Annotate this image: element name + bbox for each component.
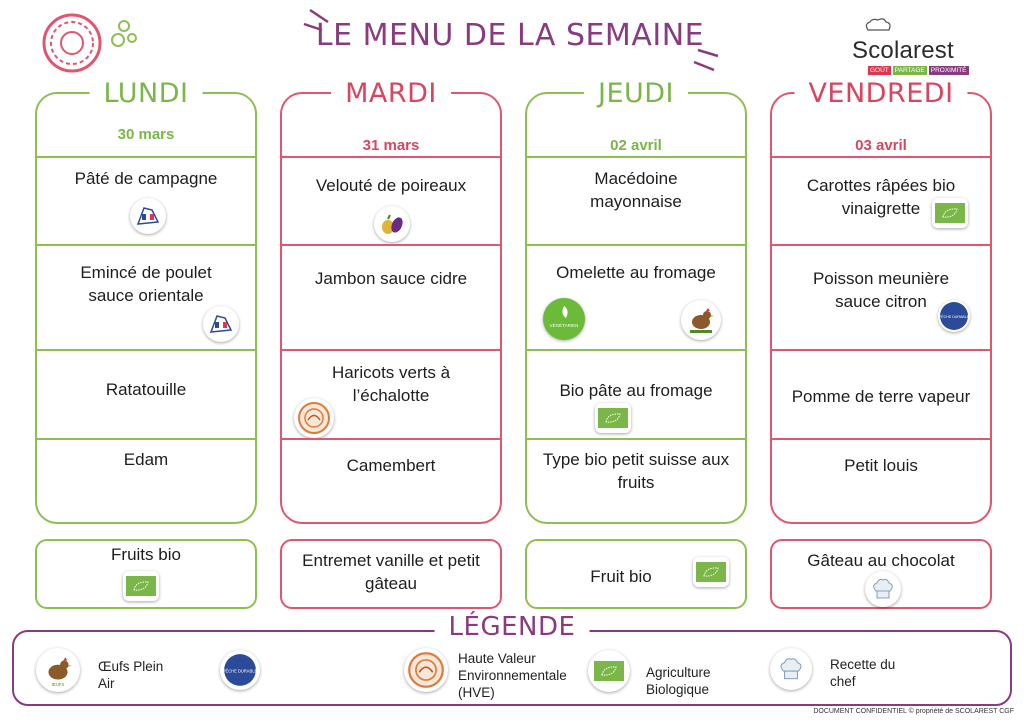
legend-title: LÉGENDE [435,612,590,642]
chef-hat-icon [862,18,902,32]
menu-item-main: Omelette au fromage [556,263,716,282]
sustainable-fishing-label: PÊCHE DURABLE [223,668,257,674]
menu-item-main: Poisson meunière sauce citron [812,269,950,311]
menu-item-side: Pomme de terre vapeur [791,387,971,406]
brand-tag-taste: GOÛT [870,67,889,74]
dessert-item: Fruit bio [590,567,652,586]
seasonal-vegetables-icon [374,206,410,242]
free-range-eggs-label: ŒUFS [51,681,65,687]
chef-recipe-icon [770,648,812,690]
menu-item-starter: Carottes râpées bio vinaigrette [806,176,956,218]
menu-item-starter: Pâté de campagne [74,169,218,188]
hen-free-range-icon [681,300,721,340]
dessert-box-vendredi [770,539,992,609]
sustainable-fishing-label: PÊCHE DURABLE [939,315,969,319]
dessert-box-lundi [35,539,257,609]
dessert-item: Gâteau au chocolat [807,551,955,570]
day-column-vendredi [770,78,992,524]
chef-recipe-icon [865,571,901,607]
sustainable-fishing-icon [938,300,970,332]
menu-item-dessert-cheese: Petit louis [844,456,918,475]
day-date: 31 mars [362,137,420,154]
day-column-jeudi [525,78,747,524]
day-date: 30 mars [117,126,175,143]
legend-label-chef: Recette du chef [830,657,896,689]
french-origin-icon [130,198,166,234]
dessert-box-mardi [280,539,502,609]
legend-box [12,612,1012,706]
brand-tag-proximity: PROXIMITÉ [930,67,967,74]
day-name: JEUDI [584,78,688,109]
brand-logo [852,18,982,75]
decorative-plate-logo [40,12,140,79]
organic-leaf-icon [932,198,968,228]
menu-item-side: Ratatouille [105,380,187,399]
dessert-item: Fruits bio [111,545,181,564]
day-name: VENDREDI [794,78,967,109]
menu-item-side: Bio pâte au fromage [559,381,713,400]
brand-tag-sharing: PARTAGE [894,67,925,74]
menu-item-starter: Macédoine mayonnaise [590,169,682,211]
sustainable-fishing-icon [220,650,260,690]
menu-item-main: Emincé de poulet sauce orientale [80,263,212,305]
dessert-box-jeudi [525,539,747,609]
legend-label-organic: Agriculture Biologique [646,665,711,697]
day-column-mardi [280,78,502,524]
menu-item-cheese: Edam [123,450,169,469]
day-name: MARDI [331,78,451,109]
french-origin-icon [203,306,239,342]
menu-item-side: Haricots verts à l’échalotte [331,363,451,405]
dessert-item: Entremet vanille et petit gâteau [302,551,480,593]
organic-leaf-icon [693,557,729,587]
hen-free-range-icon [36,648,80,692]
legend-label-hve: Haute Valeur Environnementale (HVE) [458,651,567,700]
footer-copyright: DOCUMENT CONFIDENTIEL © propriété de SCOLAREST CGF [813,708,1014,715]
day-column-lundi [35,78,257,524]
organic-leaf-icon [123,571,159,601]
vegetarian-label: VÉGÉTARIEN [549,323,579,328]
hve-label-icon [294,398,334,438]
menu-item-cheese: Camembert [346,456,436,475]
hve-label-icon [404,648,448,692]
vegetarian-icon [543,298,585,340]
brand-name: Scolarest [852,37,954,64]
organic-leaf-icon [595,403,631,433]
legend-label-free-range: Œufs Plein Air [98,659,164,691]
organic-leaf-icon [588,650,630,692]
day-name: LUNDI [90,78,203,109]
day-date: 03 avril [855,137,907,154]
menu-item-main: Jambon sauce cidre [314,269,468,288]
menu-item-dairy: Type bio petit suisse aux fruits [542,450,730,492]
menu-item-starter: Velouté de poireaux [315,176,467,195]
page-title: LE MENU DE LA SEMAINE [315,18,705,53]
day-date: 02 avril [610,137,662,154]
